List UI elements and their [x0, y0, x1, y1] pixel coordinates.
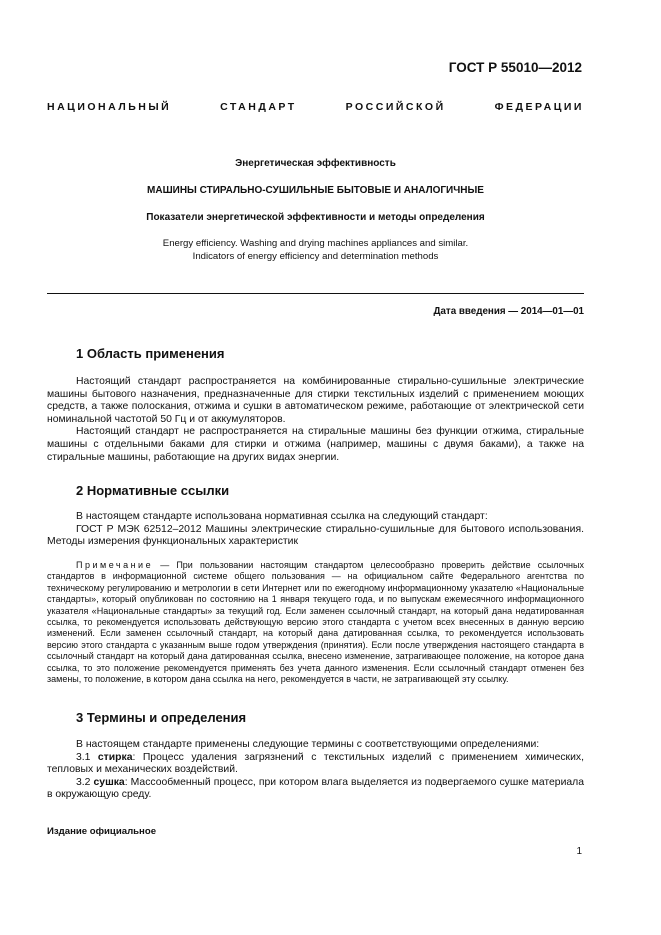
- paragraph: Настоящий стандарт распространяется на комбинированные стирально-сушильные электрические машины бытового назначения, предназначенные для стирки текстильных изделий с применением моющих средств, а также полоскания, отжима и сушки в автоматическом режиме, работающие от электрической сети номинальной частотой 50 Гц и от аккумуляторов.: [47, 376, 584, 425]
- official-edition-label: Издание официальное: [47, 826, 157, 837]
- header-divider: [47, 293, 584, 294]
- note-paragraph: [47, 560, 584, 685]
- term-definition: [47, 777, 584, 802]
- note-label: Примечание: [76, 560, 154, 570]
- term: стирка: [97, 751, 133, 763]
- paragraph: ГОСТ Р МЭК 62512–2012 Машины электрические стирально-сушильные для бытового использования. Методы измерения функциональных характеристик: [47, 523, 584, 548]
- section-2-body: [47, 511, 584, 549]
- section-2-heading: 2 Нормативные ссылки: [76, 483, 230, 498]
- banner-word: РОССИЙСКОЙ: [345, 101, 446, 113]
- note-text: — При пользовании настоящим стандартом целесообразно проверить действие ссылочных стандартов в информационной системе общего пользования — на официальном сайте Федерального агентства по техническому регулированию и метрологии в сети Интернет или по ежегодному информационному указателю «Национальные стандарты», который опубликован по состоянию на 1 января текущего года, и по выпускам ежемесячного информационного указателя «Национальные стандарты» за текущий год. Если заменен ссылочный стандарт, на который дана недатированная ссылка, то рекомендуется использовать действующую версию этого стандарта с учетом всех внесенных в данную версию изменений. Если заменен ссылочный стандарт, на который дана датированная ссылка, то рекомендуется использовать версию этого стандарта с указанным выше годом утверждения (принятия). Если после утверждения настоящего стандарта в ссылочный стандарт на который дана датированная ссылка, внесено изменение, затрагивающее положение, на которое дана ссылка, то это положение рекомендуется применять без учета данного изменения. Если ссылочный стандарт отменен без замены, то положение, в котором дана ссылка на него, рекомендуется в части, не затрагивающей эту ссылку.: [47, 560, 584, 685]
- english-title-line-1: Energy efficiency. Washing and drying machines appliances and similar.: [162, 238, 469, 249]
- standard-number: ГОСТ Р 55010—2012: [448, 60, 582, 75]
- paragraph: Настоящий стандарт не распространяется на стиральные машины без функции отжима, стиральные машины с отдельными баками для стирки и отжима (например, машины с двумя баками), а также на стиральные машины, работающие на других видах энергии.: [47, 426, 584, 463]
- introduction-date: Дата введения — 2014—01—01: [433, 306, 584, 317]
- term-number: 3.1: [76, 751, 98, 763]
- definition: : Массообменный процесс, при котором влага выделяется из подвергаемого сушке материала в окружающую среду.: [47, 776, 584, 801]
- paragraph: В настоящем стандарте использована нормативная ссылка на следующий стандарт:: [76, 511, 488, 522]
- section-1-heading: 1 Область применения: [76, 346, 225, 361]
- term-number: 3.2: [76, 776, 94, 788]
- banner-word: ФЕДЕРАЦИИ: [494, 101, 584, 113]
- title-line-3: Показатели энергетической эффективности и методы определения: [146, 212, 485, 223]
- banner-word: СТАНДАРТ: [220, 101, 297, 113]
- english-title-line-2: Indicators of energy efficiency and determination methods: [192, 250, 439, 262]
- title-line-1: Энергетическая эффективность: [235, 158, 396, 169]
- note-block: [47, 560, 584, 685]
- section-3-body: [47, 739, 584, 802]
- paragraph: В настоящем стандарте применены следующие термины с соответствующими определениями:: [76, 739, 540, 750]
- national-standard-banner: [47, 101, 584, 113]
- term-definition: [47, 752, 584, 777]
- section-3-heading: 3 Термины и определения: [76, 710, 247, 725]
- english-title: [47, 238, 584, 263]
- page-number: 1: [576, 846, 582, 857]
- title-line-2: МАШИНЫ СТИРАЛЬНО-СУШИЛЬНЫЕ БЫТОВЫЕ И АНАЛОГИЧНЫЕ: [147, 185, 484, 196]
- section-1-body: [47, 376, 584, 464]
- term: сушка: [93, 776, 125, 788]
- banner-word: НАЦИОНАЛЬНЫЙ: [47, 101, 172, 113]
- definition: : Процесс удаления загрязнений с текстильных изделий с применением химических, тепловых и механических воздействий.: [47, 751, 584, 776]
